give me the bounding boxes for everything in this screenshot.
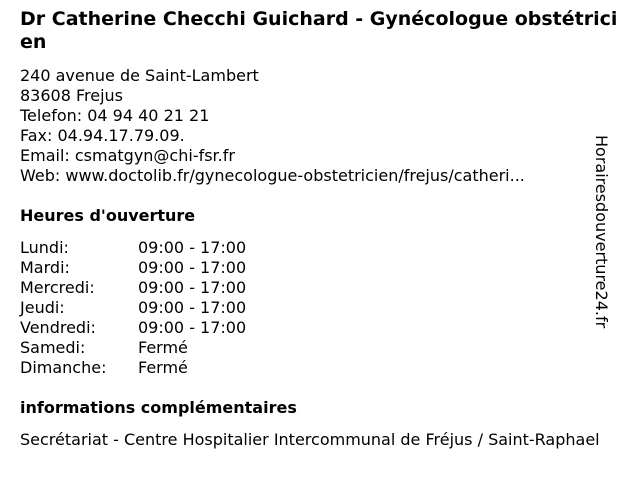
day-label: Lundi: [20, 238, 69, 257]
hours-row-tuesday [20, 258, 620, 278]
page-title: Dr Catherine Checchi Guichard - Gynécologue obstétricien [20, 8, 618, 53]
time-value: Fermé [138, 338, 188, 357]
hours-row-friday [20, 318, 620, 338]
address-street: 240 avenue de Saint-Lambert [20, 66, 259, 85]
day-label: Samedi: [20, 338, 86, 357]
day-label: Jeudi: [20, 298, 65, 317]
time-value: Fermé [138, 358, 188, 377]
time-value: 09:00 - 17:00 [138, 298, 247, 317]
day-label: Dimanche: [20, 358, 107, 377]
time-value: 09:00 - 17:00 [138, 238, 247, 257]
extra-info-heading: informations complémentaires [20, 398, 297, 417]
day-label: Vendredi: [20, 318, 96, 337]
email-text: Email: csmatgyn@chi-fsr.fr [20, 146, 235, 165]
time-value: 09:00 - 17:00 [138, 318, 247, 337]
brand-watermark: Horairesdouverture24.fr [592, 135, 611, 329]
fax-text: Fax: 04.94.17.79.09. [20, 126, 185, 145]
hours-heading: Heures d'ouverture [20, 206, 196, 225]
address-city: 83608 Frejus [20, 86, 124, 105]
business-card [20, 8, 620, 450]
hours-row-sunday [20, 358, 620, 378]
web-text: Web: www.doctolib.fr/gynecologue-obstetricien/frejus/catheri... [20, 166, 525, 185]
hours-row-wednesday [20, 278, 620, 298]
extra-info-text: Secrétariat - Centre Hospitalier Intercommunal de Fréjus / Saint-Raphael [20, 430, 600, 449]
time-value: 09:00 - 17:00 [138, 258, 247, 277]
day-label: Mardi: [20, 258, 70, 277]
time-value: 09:00 - 17:00 [138, 278, 247, 297]
hours-row-thursday [20, 298, 620, 318]
hours-row-saturday [20, 338, 620, 358]
hours-row-monday [20, 238, 620, 258]
day-label: Mercredi: [20, 278, 95, 297]
phone-text: Telefon: 04 94 40 21 21 [20, 106, 210, 125]
contact-block [20, 66, 620, 186]
hours-table [20, 238, 620, 378]
